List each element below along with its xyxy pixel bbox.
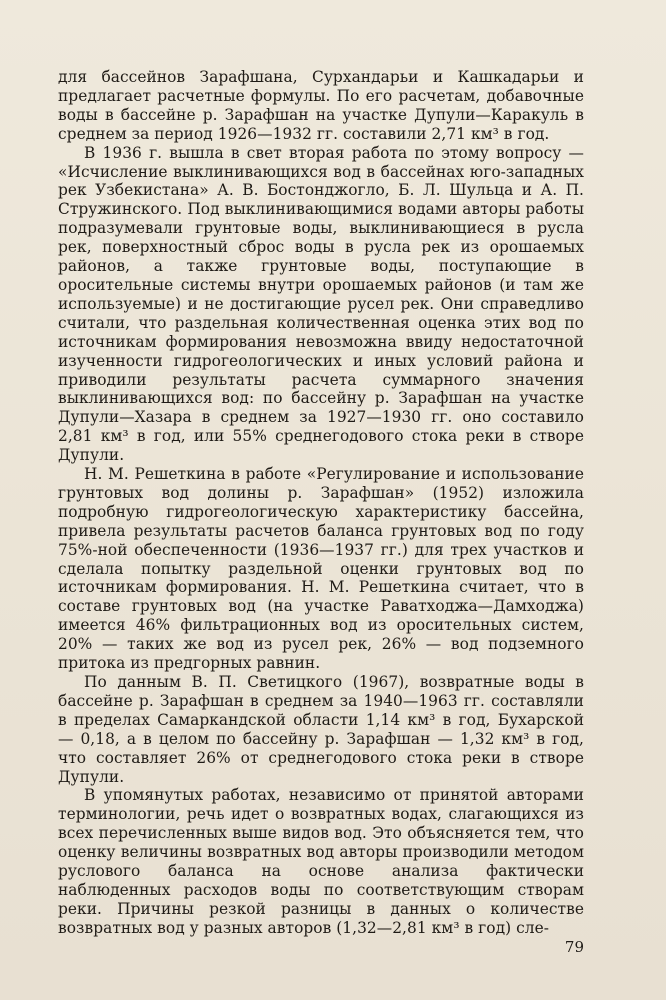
paragraph-1: для бассейнов Зарафшана, Сурхандарьи и Кашкадарьи и предлагает расчетные формулы. По его расчетам, добавочные воды в бассейне р. Зарафшан на участке Дупули—Каракуль в среднем за период 1926—1932 гг. составили 2,71 км³ в год. <box>58 68 584 143</box>
paragraph-3: Н. М. Решеткина в работе «Регулирование и использование грунтовых вод долины р. Зарафшан» (1952) изложила подробную гидрогеологическую характеристику бассейна, привела результаты расчетов баланса грунтовых вод по году 75%-ной обеспеченности (1936—1937 гг.) для трех участков и сделала попытку раздельной оценки грунтовых вод по источникам формирования. Н. М. Решеткина считает, что в составе грунтовых вод (на участке Раватходжа—Дамходжа) имеется 46% фильтрационных вод из оросительных систем, 20% — таких же вод из русел рек, 26% — вод подземного притока из предгорных равнин. <box>58 465 584 673</box>
paragraph-4: По данным В. П. Светицкого (1967), возвратные воды в бассейне р. Зарафшан в среднем за 1940—1963 гг. составляли в пределах Самаркандской области 1,14 км³ в год, Бухарской — 0,18, а в целом по бассейну р. Зарафшан — 1,32 км³ в год, что составляет 26% от среднегодового стока реки в створе Дупули. <box>58 673 584 786</box>
paragraph-5: В упомянутых работах, независимо от принятой авторами терминологии, речь идет о возвратных водах, слагающихся из всех перечисленных выше видов вод. Это объясняется тем, что оценку величины возвратных вод авторы производили методом руслового баланса на основе анализа фактически наблюденных расходов воды по соответствующим створам реки. Причины резкой разницы в данных о количестве возвратных вод у разных авторов (1,32—2,81 км³ в год) сле- <box>58 786 584 937</box>
page-number: 79 <box>564 938 584 956</box>
main-text <box>58 68 584 938</box>
paragraph-2: В 1936 г. вышла в свет вторая работа по этому вопросу — «Исчисление выклинивающихся вод в бассейнах юго-западных рек Узбекистана» А. В. Бостонджогло, Б. Л. Шульца и А. П. Стружинского. Под выклинивающимися водами авторы работы подразумевали грунтовые воды, выклинивающиеся в русла рек, поверхностный сброс воды в русла рек из орошаемых районов, а также грунтовые воды, поступающие в оросительные системы внутри орошаемых районов (и там же используемые) и не достигающие русел рек. Они справедливо считали, что раздельная количественная оценка этих вод по источникам формирования невозможна ввиду недостаточной изученности гидрогеологических и иных условий района и приводили результаты расчета суммарного значения выклинивающихся вод: по бассейну р. Зарафшан на участке Дупули—Хазара в среднем за 1927—1930 гг. оно составило 2,81 км³ в год, или 55% среднегодового стока реки в створе Дупули. <box>58 143 584 465</box>
